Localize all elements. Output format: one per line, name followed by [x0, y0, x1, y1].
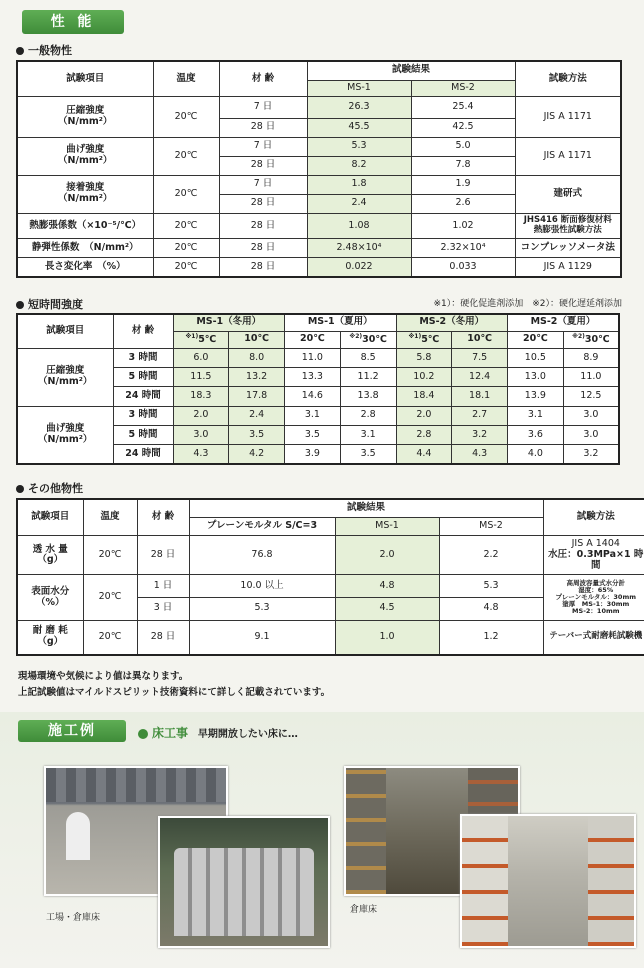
cell-value: 4.0: [508, 445, 564, 464]
header-age: 材 齢: [137, 499, 189, 536]
row-age: 5 時間: [113, 368, 173, 387]
cell-value: 2.0: [335, 536, 439, 575]
cell-value: 10.2: [396, 368, 452, 387]
row-temp: 20℃: [153, 137, 219, 175]
header-plain: プレーンモルタル S/C=3: [189, 517, 335, 535]
cell-value: 2.32×10⁴: [411, 239, 515, 258]
header-group: MS-2（冬用）: [396, 314, 508, 331]
cell-value: 8.9: [563, 348, 619, 367]
header-temp: $^{※1)}$5℃: [173, 331, 229, 348]
header-method: 試験方法: [515, 61, 621, 97]
cell-value: 18.3: [173, 387, 229, 406]
row-temp: 20℃: [153, 213, 219, 238]
cell-value: 17.8: [229, 387, 285, 406]
photo-warehouse-2: [460, 814, 636, 948]
cell-value: 11.2: [340, 368, 396, 387]
row-method: JIS A 1404 水圧：0.3MPa×1 時間: [543, 536, 644, 575]
header-age: 材 齢: [113, 314, 173, 348]
row-item: 長さ変化率 （%）: [17, 258, 153, 277]
cell-value: 13.8: [340, 387, 396, 406]
cell-value: 8.0: [229, 348, 285, 367]
header-temp: $^{※1)}$5℃: [396, 331, 452, 348]
row-method: 建研式: [515, 175, 621, 213]
cell-value: 2.4: [229, 406, 285, 425]
row-age: 28 日: [137, 536, 189, 575]
row-item: 曲げ強度 （N/mm²）: [17, 137, 153, 175]
cell-value: 1.02: [411, 213, 515, 238]
cell-value: 4.4: [396, 445, 452, 464]
floor-work-title: 床工事: [152, 726, 189, 740]
cell-value: 12.5: [563, 387, 619, 406]
cell-value: 4.3: [173, 445, 229, 464]
header-ms2: MS-2: [411, 80, 515, 97]
cell-value: 11.0: [563, 368, 619, 387]
header-ms1: MS-1: [307, 80, 411, 97]
footnote-environment: 現場環境や気候により値は異なります。: [18, 671, 189, 682]
cell-value: 9.1: [189, 620, 335, 655]
header-group: MS-1（冬用）: [173, 314, 285, 331]
cell-value: 3.1: [508, 406, 564, 425]
row-method: JIS A 1129: [515, 258, 621, 277]
row-item: 表面水分 （%）: [17, 575, 83, 620]
floor-work-heading: [138, 724, 298, 741]
header-method: 試験方法: [543, 499, 644, 536]
section-label-short-term: [16, 296, 83, 312]
cell-value: 2.48×10⁴: [307, 239, 411, 258]
row-method: コンプレッソメータ法: [515, 239, 621, 258]
section-label-general: [16, 42, 72, 58]
cell-value: 0.033: [411, 258, 515, 277]
cell-value: 3.5: [229, 425, 285, 444]
worker-figure: [66, 812, 90, 860]
cell-value: 2.0: [173, 406, 229, 425]
bullet-icon: [16, 47, 24, 55]
row-temp: 20℃: [153, 239, 219, 258]
cell-value: 6.0: [173, 348, 229, 367]
section-title: その他物性: [28, 482, 83, 495]
cell-value: 12.4: [452, 368, 508, 387]
cell-value: 8.2: [307, 156, 411, 175]
cell-value: 13.3: [285, 368, 341, 387]
cell-value: 11.0: [285, 348, 341, 367]
row-age: 28 日: [219, 118, 307, 137]
photo-gas-cylinders: [158, 816, 330, 948]
cell-value: 1.9: [411, 175, 515, 194]
row-age: 28 日: [219, 239, 307, 258]
cell-value: 4.5: [335, 598, 439, 621]
row-method: JIS A 1171: [515, 137, 621, 175]
cell-value: 76.8: [189, 536, 335, 575]
cell-value: 5.3: [439, 575, 543, 598]
row-age: 24 時間: [113, 387, 173, 406]
cell-value: 18.1: [452, 387, 508, 406]
cell-value: 3.1: [285, 406, 341, 425]
section-label-other: [16, 480, 83, 496]
cell-value: 0.022: [307, 258, 411, 277]
header-temp: $^{※2)}$30℃: [563, 331, 619, 348]
row-item: 接着強度 （N/mm²）: [17, 175, 153, 213]
bullet-icon: [16, 485, 24, 493]
header-group: MS-1（夏用）: [285, 314, 397, 331]
header-result: 試験結果: [189, 499, 543, 517]
cell-value: 7.8: [411, 156, 515, 175]
cell-value: 3.2: [452, 425, 508, 444]
row-age: 7 日: [219, 137, 307, 156]
cell-value: 2.2: [439, 536, 543, 575]
row-temp: 20℃: [153, 258, 219, 277]
header-temp: 20℃: [508, 331, 564, 348]
cell-value: 3.5: [340, 445, 396, 464]
cell-value: 2.4: [307, 194, 411, 213]
cell-value: 5.0: [411, 137, 515, 156]
row-temp: 20℃: [83, 575, 137, 620]
header-group: MS-2（夏用）: [508, 314, 620, 331]
row-age: 28 日: [137, 620, 189, 655]
cell-value: 26.3: [307, 97, 411, 118]
row-age: 3 日: [137, 598, 189, 621]
row-age: 7 日: [219, 97, 307, 118]
header-temp: 10℃: [452, 331, 508, 348]
row-item: 静弾性係数 （N/mm²）: [17, 239, 153, 258]
header-result: 試験結果: [307, 61, 515, 80]
rack-left: [462, 816, 508, 946]
header-temp: 温度: [83, 499, 137, 536]
footnote-reference: 上記試験値はマイルドスピリット技術資料にて詳しく記載されています。: [18, 687, 331, 698]
cell-value: 10.5: [508, 348, 564, 367]
bullet-icon: [16, 301, 24, 309]
cell-value: 3.0: [563, 425, 619, 444]
row-item: 曲げ強度 （N/mm²）: [17, 406, 113, 464]
row-age: 5 時間: [113, 425, 173, 444]
row-method: テーバー式耐磨耗試験機: [543, 620, 644, 655]
cell-value: 1.08: [307, 213, 411, 238]
cell-value: 8.5: [340, 348, 396, 367]
header-temp: 20℃: [285, 331, 341, 348]
cell-value: 3.1: [340, 425, 396, 444]
cell-value: 4.2: [229, 445, 285, 464]
cell-value: 14.6: [285, 387, 341, 406]
row-item: 圧縮強度 （N/mm²）: [17, 348, 113, 406]
cell-value: 11.5: [173, 368, 229, 387]
cell-value: 2.8: [340, 406, 396, 425]
header-temp: $^{※2)}$30℃: [340, 331, 396, 348]
cylinder-group: [174, 848, 314, 936]
general-properties-table: [16, 60, 622, 278]
row-method: JHS416 断面修復材料 熱膨張性試験方法: [515, 213, 621, 238]
row-item: 熱膨張係数（×10⁻⁵/℃）: [17, 213, 153, 238]
cell-value: 10.0 以上: [189, 575, 335, 598]
row-age: 28 日: [219, 194, 307, 213]
header-ms2: MS-2: [439, 517, 543, 535]
cell-value: 42.5: [411, 118, 515, 137]
cell-value: 1.2: [439, 620, 543, 655]
cell-value: 5.8: [396, 348, 452, 367]
short-term-strength-table: [16, 313, 620, 465]
row-age: 28 日: [219, 156, 307, 175]
row-age: 3 時間: [113, 348, 173, 367]
row-temp: 20℃: [83, 536, 137, 575]
cell-value: 3.9: [285, 445, 341, 464]
cell-value: 4.3: [452, 445, 508, 464]
ceiling-structure: [46, 768, 226, 802]
cell-value: 5.3: [189, 598, 335, 621]
cell-value: 3.2: [563, 445, 619, 464]
floor-work-desc: 早期開放したい床に…: [197, 729, 298, 740]
cell-value: 3.5: [285, 425, 341, 444]
caption-warehouse-floor: 倉庫床: [350, 905, 378, 915]
cell-value: 1.0: [335, 620, 439, 655]
section-tab-examples: 施工例: [18, 720, 126, 742]
cell-value: 3.6: [508, 425, 564, 444]
cell-value: 2.7: [452, 406, 508, 425]
other-properties-table: [16, 498, 644, 656]
row-age: 3 時間: [113, 406, 173, 425]
cell-value: 13.0: [508, 368, 564, 387]
additive-note: ※1）：硬化促進剤添加 ※2）：硬化遅延剤添加: [433, 299, 622, 309]
cell-value: 2.8: [396, 425, 452, 444]
cell-value: 3.0: [173, 425, 229, 444]
row-temp: 20℃: [83, 620, 137, 655]
header-ms1: MS-1: [335, 517, 439, 535]
row-item: 圧縮強度 （N/mm²）: [17, 97, 153, 137]
row-age: 28 日: [219, 213, 307, 238]
row-item: 耐 磨 耗 （g）: [17, 620, 83, 655]
bullet-icon: [138, 729, 148, 739]
caption-factory-floor: 工場・倉庫床: [46, 913, 101, 923]
cell-value: 13.2: [229, 368, 285, 387]
cell-value: 13.9: [508, 387, 564, 406]
row-age: 7 日: [219, 175, 307, 194]
section-tab-performance: 性 能: [22, 10, 124, 34]
header-item: 試験項目: [17, 61, 153, 97]
rack-right: [588, 816, 634, 946]
section-title: 短時間強度: [28, 298, 83, 311]
section-title: 一般物性: [28, 44, 72, 57]
cell-value: 2.0: [396, 406, 452, 425]
cell-value: 5.3: [307, 137, 411, 156]
cell-value: 4.8: [335, 575, 439, 598]
row-method: JIS A 1171: [515, 97, 621, 137]
cell-value: 2.6: [411, 194, 515, 213]
cell-value: 1.8: [307, 175, 411, 194]
header-item: 試験項目: [17, 499, 83, 536]
row-temp: 20℃: [153, 175, 219, 213]
row-age: 24 時間: [113, 445, 173, 464]
rack-left: [346, 768, 386, 894]
cell-value: 3.0: [563, 406, 619, 425]
cell-value: 18.4: [396, 387, 452, 406]
cell-value: 45.5: [307, 118, 411, 137]
row-temp: 20℃: [153, 97, 219, 137]
cell-value: 25.4: [411, 97, 515, 118]
row-method: 高周波容量式水分計 湿度：65% プレーンモルタル：30mm 塗厚 MS-1：30mm MS-2：10mm: [543, 575, 644, 620]
row-age: 1 日: [137, 575, 189, 598]
row-age: 28 日: [219, 258, 307, 277]
header-temp: 温度: [153, 61, 219, 97]
cell-value: 4.8: [439, 598, 543, 621]
cell-value: 7.5: [452, 348, 508, 367]
row-item: 透 水 量 （g）: [17, 536, 83, 575]
header-age: 材 齢: [219, 61, 307, 97]
header-temp: 10℃: [229, 331, 285, 348]
header-item: 試験項目: [17, 314, 113, 348]
